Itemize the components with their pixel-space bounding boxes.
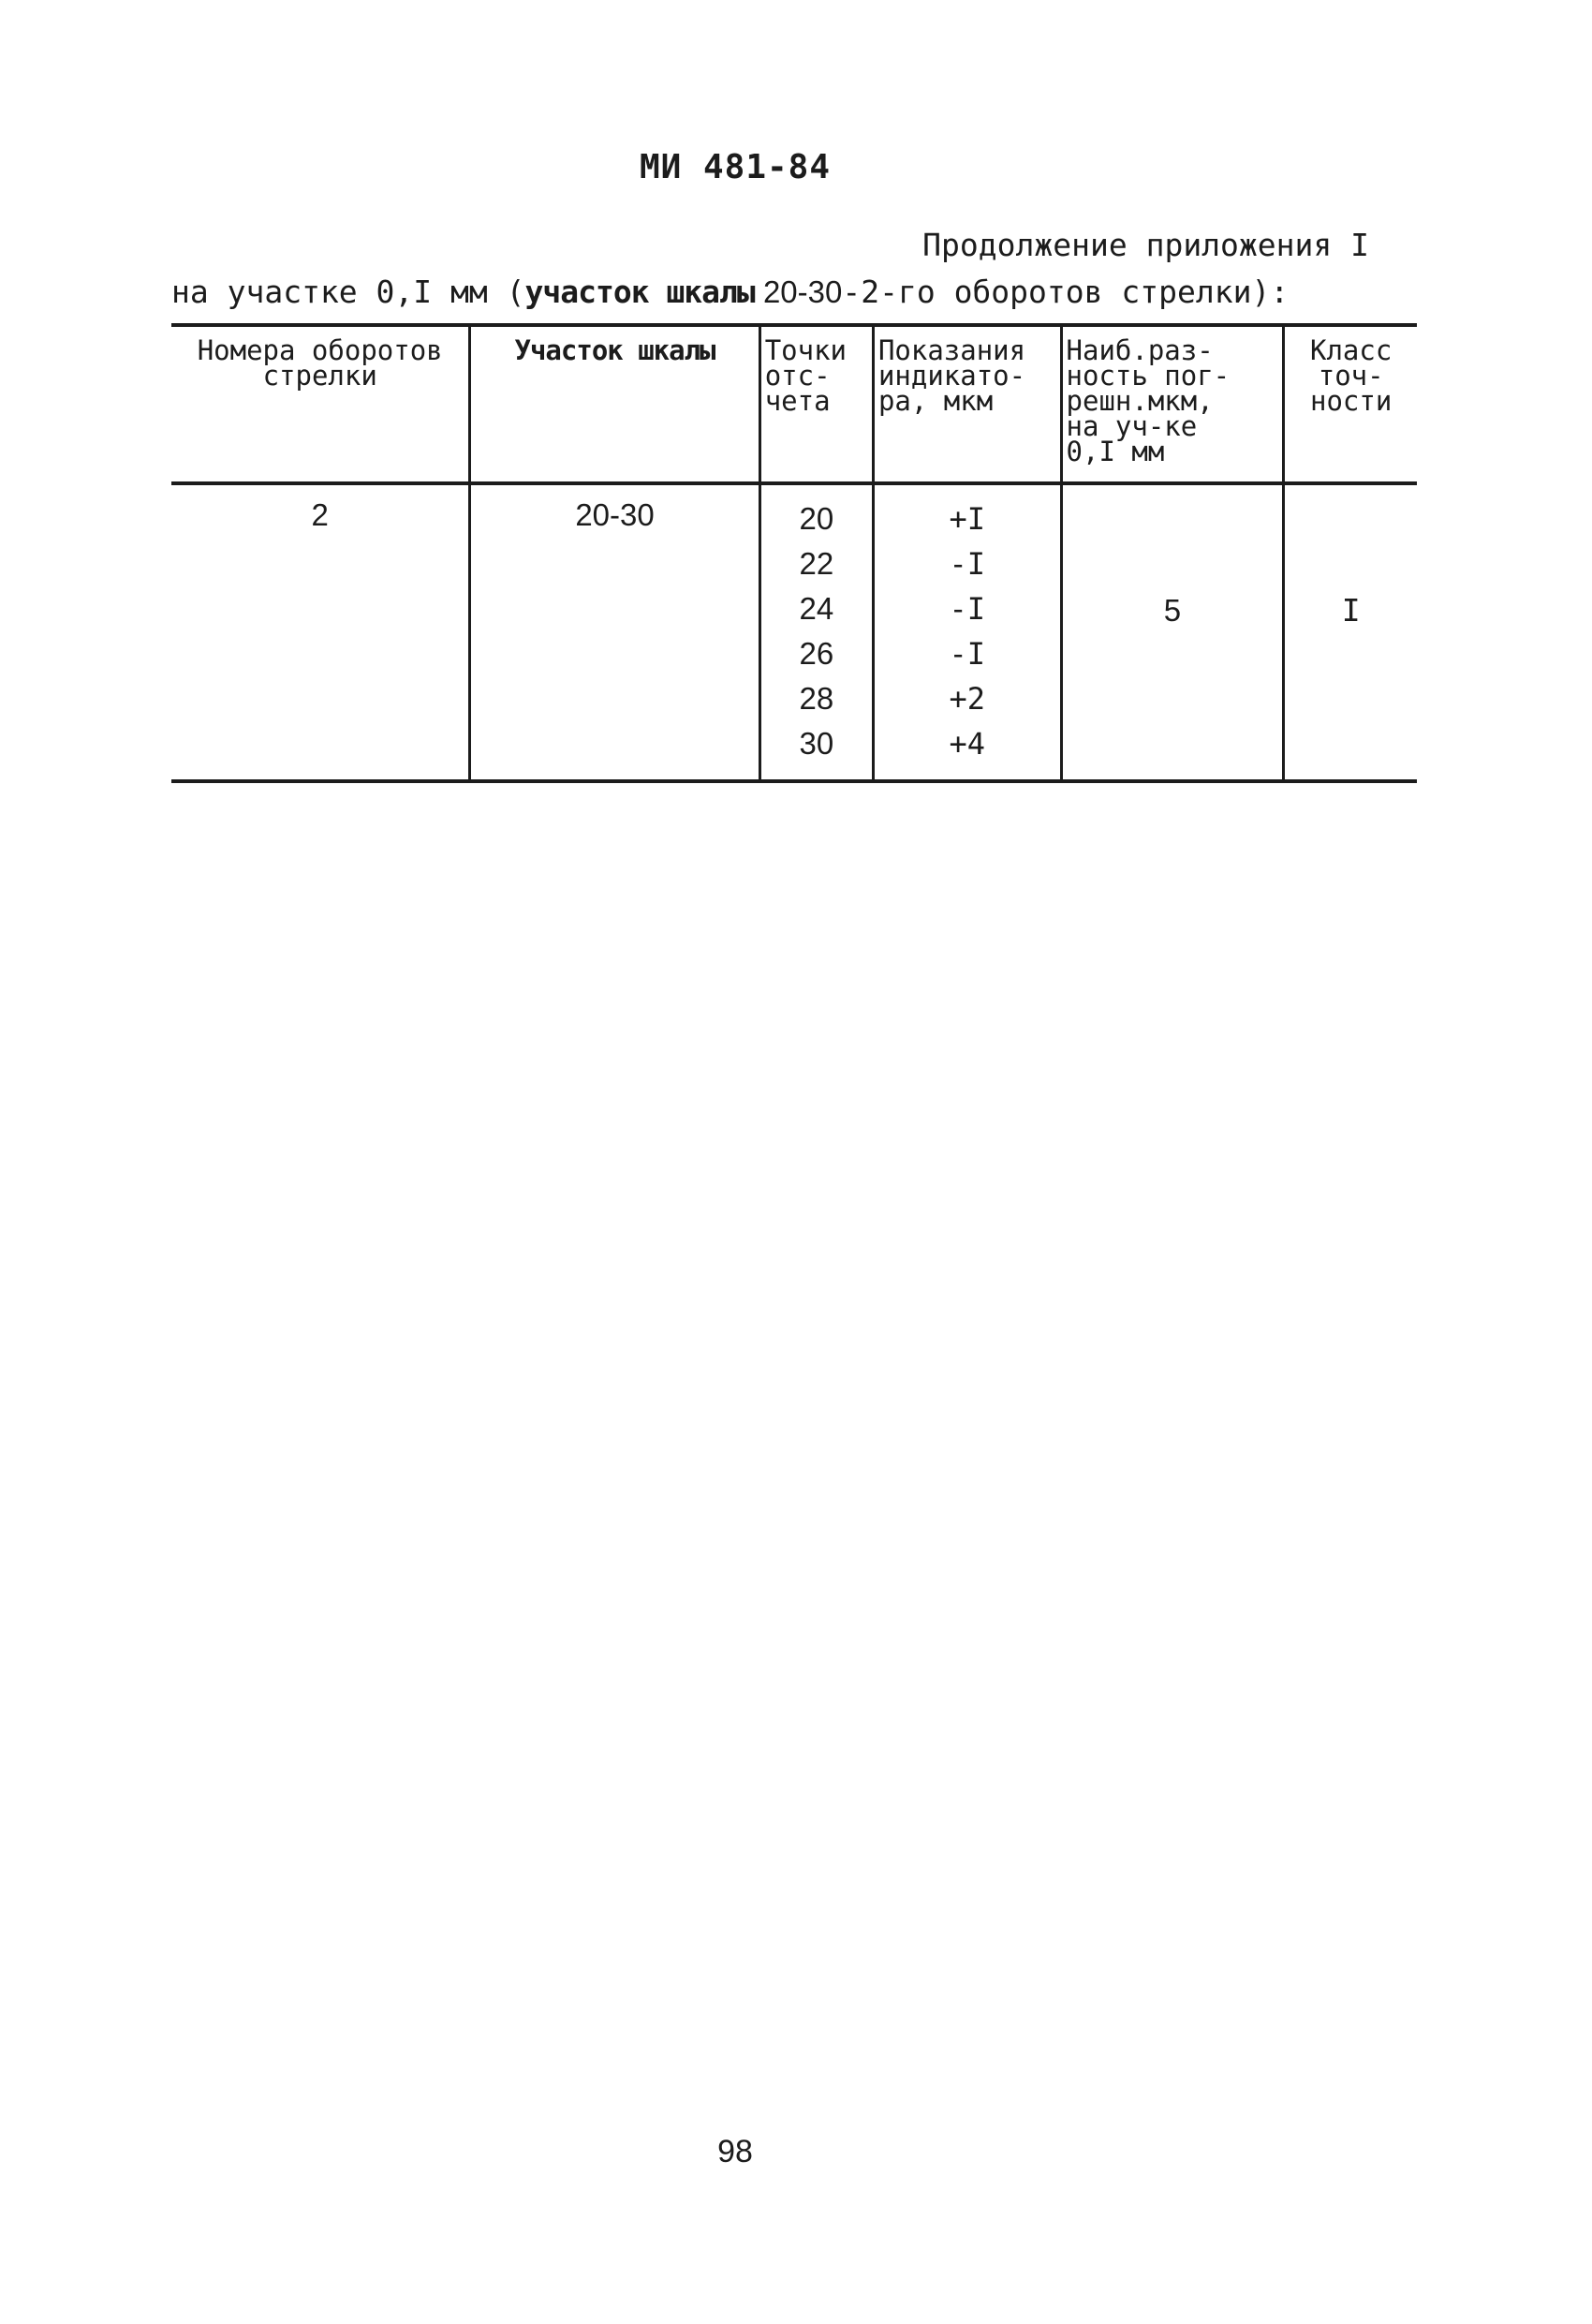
point-value: 24 xyxy=(799,591,834,626)
caption-suffix: -2-го оборотов стрелки): xyxy=(842,274,1290,310)
points-list xyxy=(765,498,868,768)
header-readings: Показания индикато- ра, мкм xyxy=(873,325,1061,483)
page-number: 98 xyxy=(717,2134,753,2169)
scale-section-value: 20-30 xyxy=(575,497,655,532)
header-scale-section: Участок шкалы xyxy=(470,325,759,483)
reading-value: -I xyxy=(949,546,986,582)
header-max-diff: Наиб.раз- ность пог- решн.мкм, на уч-ке 0,I мм xyxy=(1061,325,1284,483)
caption-prefix: на участке 0,I мм ( xyxy=(171,274,525,310)
header-points: Точки отс- чета xyxy=(759,325,873,483)
point-value: 30 xyxy=(799,726,834,761)
reading-value: +I xyxy=(949,501,986,537)
point-value: 28 xyxy=(799,681,834,716)
table-header-row xyxy=(171,325,1417,483)
revolution-value: 2 xyxy=(311,497,329,532)
reading-value: -I xyxy=(949,591,986,627)
cell-revolution xyxy=(171,483,470,781)
cell-points xyxy=(759,483,873,781)
caption-bold-part: участок шкалы xyxy=(524,274,755,310)
document-code: МИ 481-84 xyxy=(639,148,832,186)
point-value: 26 xyxy=(799,636,834,671)
header-revolutions: Номера оборотов стрелки xyxy=(171,325,470,483)
cell-scale-section xyxy=(470,483,759,781)
point-value: 20 xyxy=(799,501,834,536)
measurement-table xyxy=(171,323,1417,783)
cell-readings xyxy=(873,483,1061,781)
point-value: 22 xyxy=(799,546,834,581)
appendix-continuation-label: Продолжение приложения I xyxy=(922,227,1369,263)
cell-accuracy-class xyxy=(1284,483,1417,781)
reading-value: +2 xyxy=(949,681,986,717)
accuracy-class-value: I xyxy=(1341,591,1361,629)
max-diff-value: 5 xyxy=(1163,592,1182,628)
reading-value: +4 xyxy=(949,726,986,762)
reading-value: -I xyxy=(949,636,986,672)
caption-range: 20-30 xyxy=(754,274,843,309)
cell-max-diff xyxy=(1061,483,1284,781)
readings-list xyxy=(878,498,1056,768)
table-caption xyxy=(171,274,1289,310)
table-row xyxy=(171,483,1417,781)
header-accuracy-class: Класс точ- ности xyxy=(1284,325,1417,483)
